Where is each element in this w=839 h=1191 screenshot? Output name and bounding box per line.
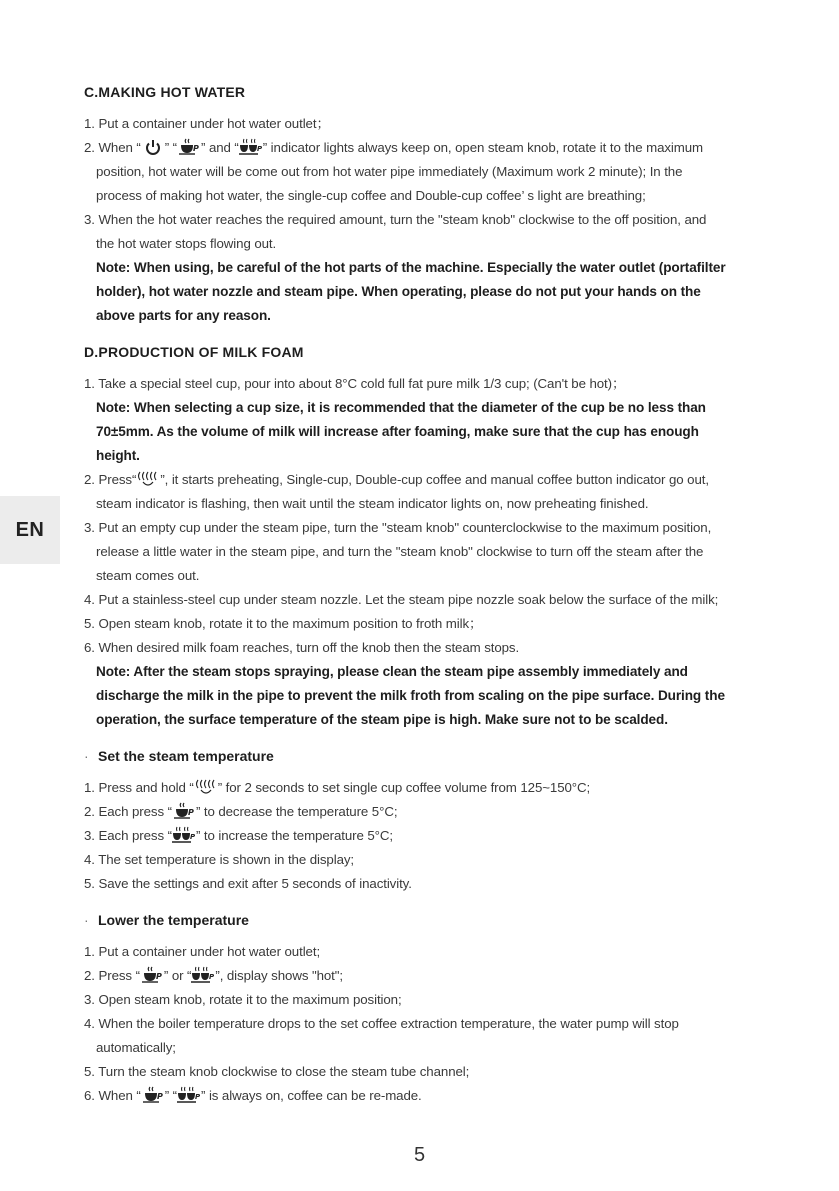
text-part: ” “ — [164, 140, 178, 155]
language-tab — [0, 496, 60, 564]
step-text: 4. When the boiler temperature drops to the set coffee extraction temperature, the water pump will stop — [84, 1016, 679, 1031]
step-text — [84, 776, 744, 800]
text-part: ”, display shows "hot"; — [215, 968, 343, 983]
note-text: holder), hot water nozzle and steam pipe. When operating, please do not put your hands on the — [96, 284, 701, 299]
note-text: Note: When selecting a cup size, it is recommended that the diameter of the cup be no less than — [96, 400, 706, 415]
text-part: ” to decrease the temperature 5°C; — [195, 804, 398, 819]
text-part: ” indicator lights always keep on, open steam knob, rotate it to the maximum — [262, 140, 704, 155]
step-text — [84, 468, 744, 492]
text-part: 1. Press and hold “ — [84, 780, 194, 795]
subheading-text: Set the steam temperature — [98, 748, 274, 764]
step-text: 1. Take a special steel cup, pour into about 8°C cold full fat pure milk 1/3 cup; (Can't be hot)； — [84, 376, 626, 391]
step-text: 3. Put an empty cup under the steam pipe, turn the "steam knob" counterclockwise to the maximum position, — [84, 520, 712, 535]
step-text — [84, 964, 744, 988]
step-text — [84, 824, 744, 848]
step-text: 5. Open steam knob, rotate it to the maximum position to froth milk； — [84, 616, 483, 631]
step-text: the hot water stops flowing out. — [96, 236, 277, 251]
text-part: ” or “ — [163, 968, 192, 983]
note-text: above parts for any reason. — [96, 308, 271, 323]
heading-hot-water: C.MAKING HOT WATER — [84, 84, 246, 100]
text-part: ” “ — [164, 1088, 178, 1103]
note-text: Note: When using, be careful of the hot parts of the machine. Especially the water outlet (portafilter — [96, 260, 726, 275]
step-text: 5. Save the settings and exit after 5 seconds of inactivity. — [84, 876, 412, 891]
heading-milk-foam: D.PRODUCTION OF MILK FOAM — [84, 344, 304, 360]
text-part: ” for 2 seconds to set single cup coffee volume from 125~150°C; — [217, 780, 591, 795]
step-text: process of making hot water, the single-cup coffee and Double-cup coffee’ s light are breathing; — [96, 188, 646, 203]
step-text: steam comes out. — [96, 568, 200, 583]
text-part: 2. Press“ — [84, 472, 137, 487]
text-part: 3. Each press “ — [84, 828, 172, 843]
text-part: ” to increase the temperature 5°C; — [195, 828, 393, 843]
single-cup-icon — [140, 966, 164, 984]
step-text: 1. Put a container under hot water outlet； — [84, 116, 330, 131]
step-text: steam indicator is flashing, then wait until the steam indicator lights on, now preheating finished. — [96, 496, 649, 511]
step-text: 4. The set temperature is shown in the display; — [84, 852, 355, 867]
subheading-lower-temperature — [84, 908, 744, 932]
double-cup-icon — [172, 826, 196, 844]
text-part: 2. Each press “ — [84, 804, 172, 819]
steam-icon — [136, 470, 160, 488]
step-text: 1. Put a container under hot water outlet; — [84, 944, 321, 959]
page-number: 5 — [413, 1144, 426, 1166]
subheading-steam-temperature — [84, 744, 744, 768]
step-text: 4. Put a stainless-steel cup under steam nozzle. Let the steam pipe nozzle soak below the surface of the milk; — [84, 592, 719, 607]
note-text: discharge the milk in the pipe to prevent the milk froth from scaling on the pipe surface. During the — [96, 688, 725, 703]
text-part: 2. When “ — [84, 140, 141, 155]
step-text: 3. Open steam knob, rotate it to the maximum position; — [84, 992, 402, 1007]
note-text: operation, the surface temperature of the steam pipe is high. Make sure not to be scalded. — [96, 712, 668, 727]
double-cup-icon — [239, 138, 263, 156]
step-text: 3. When the hot water reaches the required amount, turn the "steam knob" clockwise to the off position, and — [84, 212, 707, 227]
bullet: · — [84, 912, 89, 928]
step-text: automatically; — [96, 1040, 176, 1055]
note-text: height. — [96, 448, 140, 463]
text-part: ”, it starts preheating, Single-cup, Double-cup coffee and manual coffee button indicator go out, — [160, 472, 709, 487]
step-text — [84, 800, 744, 824]
double-cup-icon — [177, 1086, 201, 1104]
bullet: · — [84, 748, 89, 764]
subheading-text: Lower the temperature — [98, 912, 249, 928]
step-text: release a little water in the steam pipe, and turn the "steam knob" clockwise to turn off the steam after the — [96, 544, 704, 559]
text-part: ” and “ — [201, 140, 239, 155]
double-cup-icon — [191, 966, 215, 984]
text-part: 2. Press “ — [84, 968, 140, 983]
content — [84, 80, 744, 1108]
step-text — [84, 136, 744, 160]
note-text: 70±5mm. As the volume of milk will increase after foaming, make sure that the cup has enough — [96, 424, 699, 439]
single-cup-icon — [177, 138, 201, 156]
step-text: 5. Turn the steam knob clockwise to close the steam tube channel; — [84, 1064, 470, 1079]
single-cup-icon — [141, 1086, 165, 1104]
step-text: position, hot water will be come out from hot water pipe immediately (Maximum work 2 minute); In the — [96, 164, 683, 179]
text-part: ” is always on, coffee can be re-made. — [201, 1088, 422, 1103]
steam-icon — [194, 778, 218, 796]
note-text: Note: After the steam stops spraying, please clean the steam pipe assembly immediately and — [96, 664, 688, 679]
step-text — [84, 1084, 744, 1108]
step-text: 6. When desired milk foam reaches, turn off the knob then the steam stops. — [84, 640, 520, 655]
single-cup-icon — [172, 802, 196, 820]
language-label: EN — [15, 518, 45, 541]
power-icon — [141, 138, 165, 156]
text-part: 6. When “ — [84, 1088, 141, 1103]
